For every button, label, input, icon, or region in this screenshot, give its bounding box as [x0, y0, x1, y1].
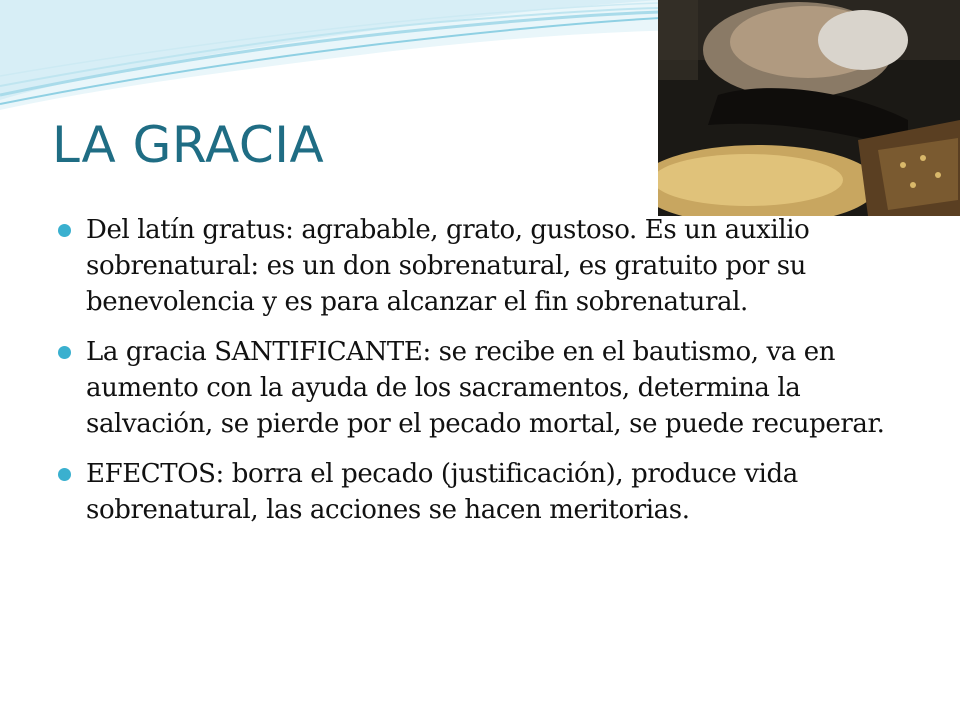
bullet-text: Del latín gratus: agrabable, grato, gustoso. Es un auxilio sobrenatural: es un don sobrenatural, es gratuito por su benevolencia y es para alcanzar el fin sobrenatural.	[86, 215, 810, 317]
bullet-list	[56, 212, 916, 542]
bullet-dot-icon	[58, 468, 71, 481]
bullet-dot-icon	[58, 224, 71, 237]
slide-title: LA GRACIA	[52, 116, 325, 174]
bullet-text: La gracia SANTIFICANTE: se recibe en el bautismo, va en aumento con la ayuda de los sacramentos, determina la salvación, se pierde por el pecado mortal, se puede recuperar.	[86, 337, 885, 439]
bullet-dot-icon	[58, 346, 71, 359]
bullet-item	[56, 456, 916, 528]
bullet-text: EFECTOS: borra el pecado (justificación), produce vida sobrenatural, las acciones se hacen meritorias.	[86, 459, 798, 525]
bullet-item	[56, 212, 916, 320]
photo-image	[658, 0, 960, 216]
bullet-item	[56, 334, 916, 442]
